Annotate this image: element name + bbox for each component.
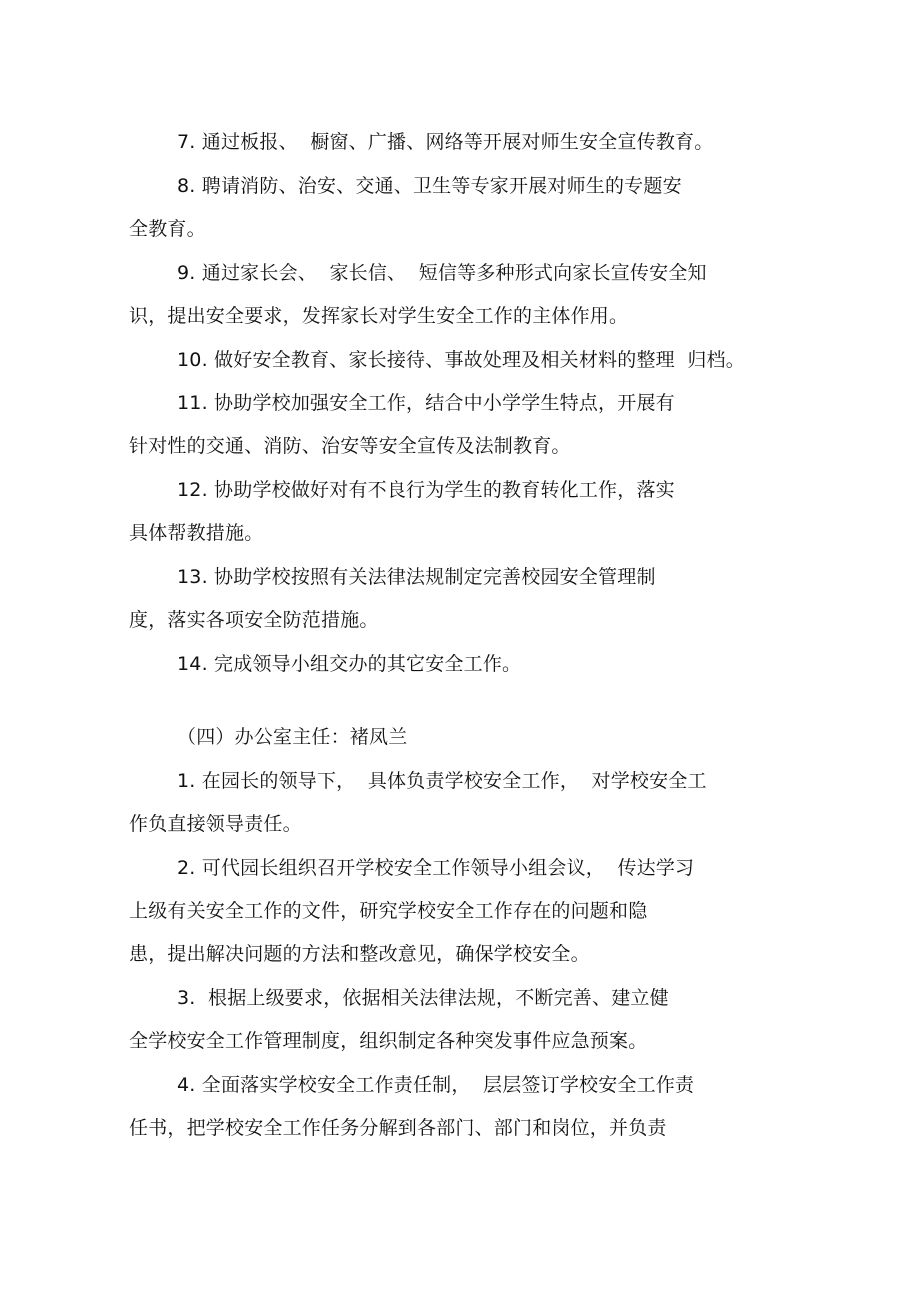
section-heading-office-director: （四）办公室主任：褚凤兰 [177, 726, 408, 748]
duty-2-line-1: 2. 可代园长组织召开学校安全工作领导小组会议， 传达学习 [177, 857, 695, 879]
duty-1-line-1: 1. 在园长的领导下， 具体负责学校安全工作， 对学校安全工 [177, 770, 707, 792]
duty-4-line-1: 4. 全面落实学校安全工作责任制， 层层签订学校安全工作责 [177, 1074, 695, 1096]
item-13-line-1: 13. 协助学校按照有关法律法规制定完善校园安全管理制 [177, 566, 656, 588]
item-11-line-1: 11. 协助学校加强安全工作，结合中小学学生特点，开展有 [177, 392, 675, 414]
item-12-line-2: 具体帮教措施。 [129, 522, 264, 544]
item-11-line-2: 针对性的交通、消防、治安等安全宣传及法制教育。 [129, 435, 571, 457]
item-14-line-1: 14. 完成领导小组交办的其它安全工作。 [177, 653, 522, 675]
duty-2-line-2: 上级有关安全工作的文件，研究学校安全工作存在的问题和隐 [129, 900, 648, 922]
duty-3-line-1: 3. 根据上级要求，依据相关法律法规，不断完善、建立健 [177, 987, 669, 1009]
item-7-line-1: 7. 通过板报、 橱窗、广播、网络等开展对师生安全宣传教育。 [177, 131, 714, 153]
item-9-line-2: 识，提出安全要求，发挥家长对学生安全工作的主体作用。 [129, 305, 629, 327]
duty-4-line-2: 任书，把学校安全工作任务分解到各部门、部门和岗位，并负责 [129, 1117, 667, 1139]
item-12-line-1: 12. 协助学校做好对有不良行为学生的教育转化工作，落实 [177, 479, 675, 501]
item-8-line-2: 全教育。 [129, 218, 206, 240]
duty-1-line-2: 作负直接领导责任。 [129, 813, 302, 835]
item-13-line-2: 度，落实各项安全防范措施。 [129, 609, 379, 631]
item-10-line-1: 10. 做好安全教育、家长接待、事故处理及相关材料的整理 归档。 [177, 349, 745, 371]
item-9-line-1: 9. 通过家长会、 家长信、 短信等多种形式向家长宣传安全知 [177, 262, 707, 284]
duty-2-line-3: 患，提出解决问题的方法和整改意见，确保学校安全。 [129, 943, 590, 965]
duty-3-line-2: 全学校安全工作管理制度，组织制定各种突发事件应急预案。 [129, 1030, 648, 1052]
item-8-line-1: 8. 聘请消防、治安、交通、卫生等专家开展对师生的专题安 [177, 175, 682, 197]
